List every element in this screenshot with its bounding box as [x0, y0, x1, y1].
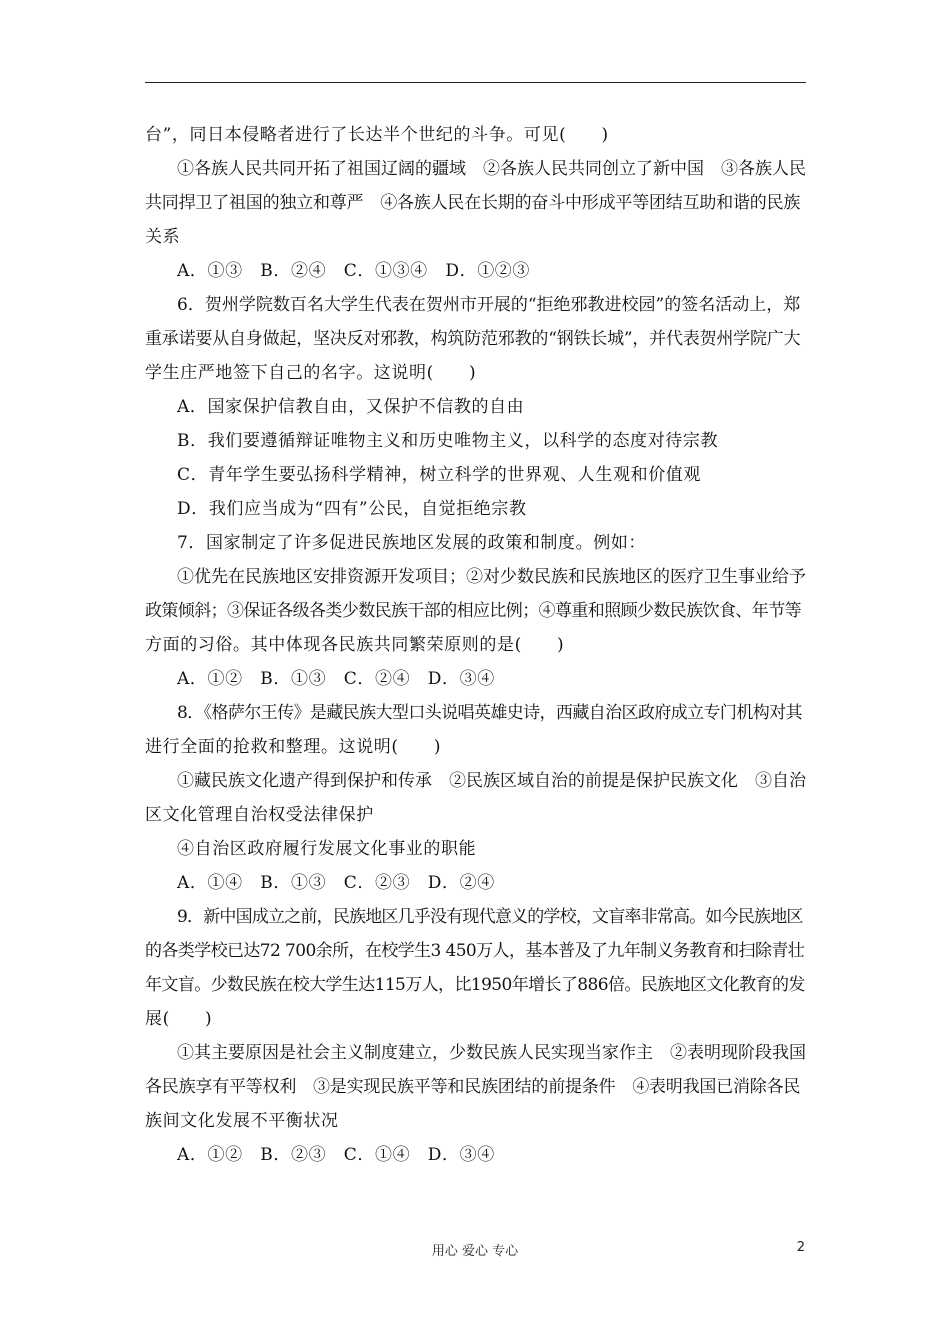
text-line: 方面的习俗。其中体现各民族共同繁荣原则的是( )	[145, 635, 565, 655]
option-a: A．国家保护信教自由，又保护不信教的自由	[177, 397, 525, 417]
text-line: 学生庄严地签下自己的名字。这说明( )	[145, 363, 477, 383]
text-line: ①藏民族文化遗产得到保护和传承 ②民族区域自治的前提是保护民族文化 ③自治	[177, 771, 806, 791]
page-number: 2	[796, 1240, 805, 1255]
text-line: 重承诺要从自身做起，坚决反对邪教，构筑防范邪教的“钢铁长城”，并代表贺州学院广大	[145, 329, 801, 349]
text-line: 进行全面的抢救和整理。这说明( )	[145, 737, 442, 757]
option-c: C．青年学生要弘扬科学精神，树立科学的世界观、人生观和价值观	[177, 465, 702, 485]
page-content	[145, 118, 807, 1172]
text-line: 共同捍卫了祖国的独立和尊严 ④各族人民在长期的奋斗中形成平等团结互助和谐的民族	[145, 193, 801, 213]
text-line: 展( )	[145, 1009, 213, 1029]
text-line: 政策倾斜；③保证各级各类少数民族干部的相应比例；④尊重和照顾少数民族饮食、年节等	[145, 601, 801, 621]
text-line: 的各类学校已达72 700余所，在校学生3 450万人，基本普及了九年制义务教育和扫除青壮	[145, 941, 805, 961]
text-line: ④自治区政府履行发展文化事业的职能	[177, 839, 477, 859]
footer-text: 用心 爱心 专心	[431, 1244, 519, 1259]
text-line: 各民族享有平等权利 ③是实现民族平等和民族团结的前提条件 ④表明我国已消除各民	[145, 1077, 801, 1097]
text-line: 区文化管理自治权受法律保护	[145, 805, 374, 825]
text-line: 关系	[145, 227, 181, 247]
question-9: 9．新中国成立之前，民族地区几乎没有现代意义的学校，文盲率非常高。如今民族地区	[177, 907, 803, 927]
answer-options: A．①④ B．①③ C．②③ D．②④	[177, 873, 495, 893]
question-8: 8．《格萨尔王传》是藏民族大型口头说唱英雄史诗，西藏自治区政府成立专门机构对其	[177, 703, 802, 723]
answer-options: A．①② B．①③ C．②④ D．③④	[177, 669, 495, 689]
text-line: 台”，同日本侵略者进行了长达半个世纪的斗争。可见( )	[145, 125, 609, 145]
answer-options: A．①② B．②③ C．①④ D．③④	[177, 1145, 495, 1165]
question-7: 7．国家制定了许多促进民族地区发展的政策和制度。例如：	[177, 533, 647, 553]
header-rule	[145, 82, 806, 83]
answer-options: A．①③ B．②④ C．①③④ D．①②③	[177, 261, 531, 281]
text-line: 族间文化发展不平衡状况	[145, 1111, 339, 1131]
text-line: ①其主要原因是社会主义制度建立，少数民族人民实现当家作主 ②表明现阶段我国	[177, 1043, 806, 1063]
option-d: D．我们应当成为“四有”公民，自觉拒绝宗教	[177, 499, 527, 519]
option-b: B．我们要遵循辩证唯物主义和历史唯物主义，以科学的态度对待宗教	[177, 431, 719, 451]
text-line: ①优先在民族地区安排资源开发项目；②对少数民族和民族地区的医疗卫生事业给予	[177, 567, 806, 587]
text-line: 年文盲。少数民族在校大学生达115万人，比1950年增长了886倍。民族地区文化教育的发	[145, 975, 805, 995]
question-6: 6．贺州学院数百名大学生代表在贺州市开展的“拒绝邪教进校园”的签名活动上，郑	[177, 295, 801, 315]
text-line: ①各族人民共同开拓了祖国辽阔的疆域 ②各族人民共同创立了新中国 ③各族人民	[177, 159, 806, 179]
